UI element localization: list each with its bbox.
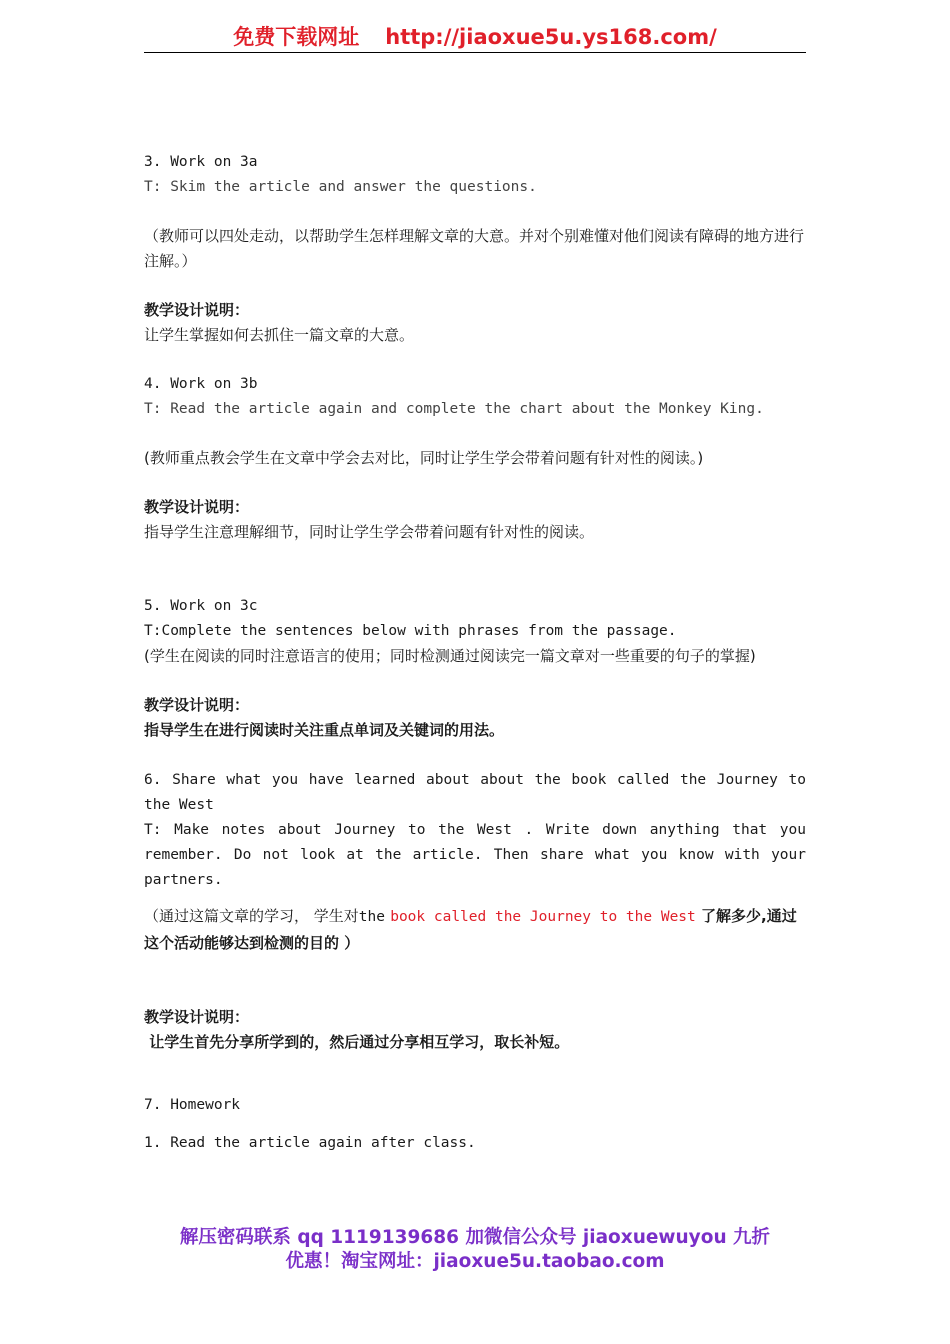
section-4-note: (教师重点教会学生在文章中学会去对比，同时让学生学会带着问题有针对性的阅读。) (144, 449, 704, 467)
section-5-teacher: T:Complete the sentences below with phrases from the passage. (144, 623, 677, 639)
section-6-note-a: （通过这篇文章的学习， 学生对 (144, 907, 359, 925)
section-6-title: 6. Share what you have learned about about the book called the Journey to the West (144, 772, 806, 813)
section-4-design-label: 教学设计说明： (144, 498, 250, 516)
footer-line-1: 解压密码联系 qq 1119139686 加微信公众号 jiaoxuewuyou 九折 (179, 1227, 771, 1248)
section-5-note: (学生在阅读的同时注意语言的使用；同时检测通过阅读完一篇文章对一些重要的句子的掌握) (144, 647, 756, 665)
section-3-note: （教师可以四处走动，以帮助学生怎样理解文章的大意。并对个别难懂对他们阅读有障碍的地方进行注解。） (144, 227, 805, 270)
page-header (144, 22, 806, 53)
section-6-design-label: 教学设计说明： (144, 1008, 250, 1026)
section-3-title: 3. Work on 3a (144, 154, 258, 170)
page-footer (144, 1226, 806, 1274)
section-4-design-text: 指导学生注意理解细节，同时让学生学会带着问题有针对性的阅读。 (144, 523, 595, 541)
section-6-note (144, 903, 806, 956)
section-6-design-text: 让学生首先分享所学到的，然后通过分享相互学习，取长补短。 (144, 1033, 570, 1051)
section-4-title: 4. Work on 3b (144, 376, 258, 392)
document-body (144, 150, 806, 1156)
section-3-design-label: 教学设计说明： (144, 301, 250, 319)
section-6-note-c: 了解多少,通过这个活动能够达到检测的目的 ） (144, 907, 797, 952)
footer-line-2: 优惠！淘宝网址：jiaoxue5u.taobao.com (285, 1251, 665, 1272)
section-3-teacher: T: Skim the article and answer the questions. (144, 179, 537, 195)
section-5-design-label: 教学设计说明： (144, 696, 250, 714)
header-url[interactable]: http://jiaoxue5u.ys168.com/ (385, 25, 717, 49)
section-4-teacher: T: Read the article again and complete the chart about the Monkey King. (144, 401, 764, 417)
section-5-design-text: 指导学生在进行阅读时关注重点单词及关键词的用法。 (144, 721, 505, 739)
header-label: 免费下载网址 (233, 25, 360, 49)
section-6-note-b: the (358, 909, 385, 925)
homework-item-1: 1. Read the article again after class. (144, 1135, 476, 1151)
section-6-teacher: T: Make notes about Journey to the West . Write down anything that you remember. Do not look at the article. Then share what you know with your partners. (144, 822, 806, 888)
section-7-title: 7. Homework (144, 1097, 241, 1113)
section-6-note-red: book called the Journey to the West (390, 909, 696, 925)
section-5-title: 5. Work on 3c (144, 598, 258, 614)
section-3-design-text: 让学生掌握如何去抓住一篇文章的大意。 (144, 326, 415, 344)
